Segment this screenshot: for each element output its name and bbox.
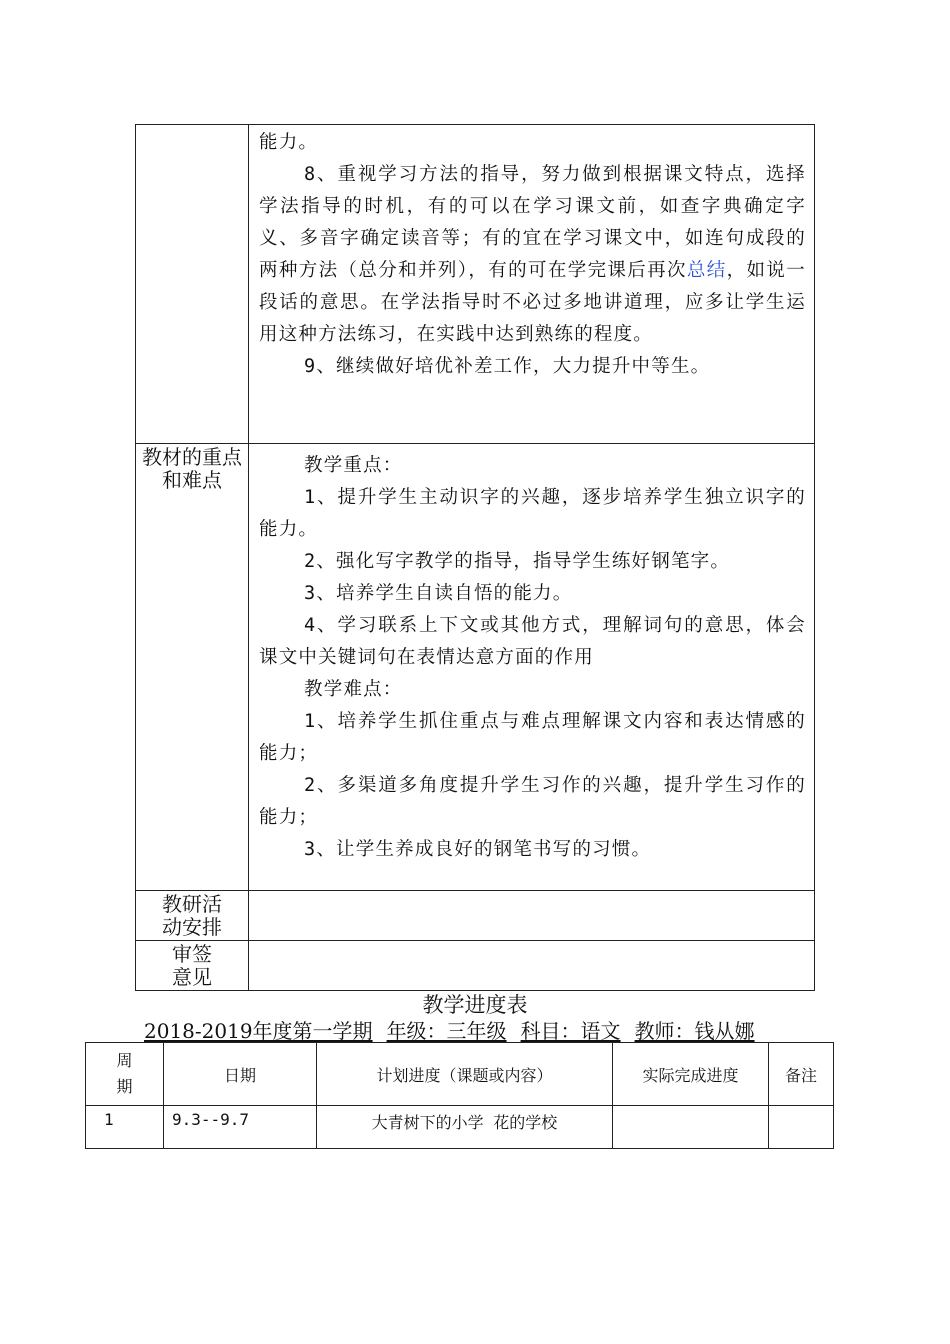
paragraph: 1、培养学生抓住重点与难点理解课文内容和表达情感的能力； (259, 711, 806, 764)
plan-row-methods-label (136, 125, 249, 444)
plan-row-research (136, 891, 815, 941)
grade-text: 年级：三年级 (386, 1019, 507, 1043)
paragraph: 教学重点： (304, 455, 403, 476)
cell-note[interactable] (769, 1106, 834, 1149)
paragraph: 3、让学生养成良好的钢笔书写的习惯。 (304, 839, 652, 860)
research-content[interactable] (249, 891, 815, 941)
paragraph: 2、多渠道多角度提升学生习作的兴趣，提升学生习作的能力； (259, 775, 806, 828)
header-actual: 实际完成进度 (613, 1043, 769, 1106)
teacher-text: 教师：钱从娜 (634, 1019, 755, 1043)
paragraph: 4、学习联系上下文或其他方式，理解词句的意思，体会课文中关键词句在表情达意方面的作用 (259, 615, 806, 668)
paragraph: 能力。 (259, 132, 319, 153)
schedule-header-row (86, 1043, 834, 1106)
plan-row-key-points (136, 444, 815, 891)
subject-text: 科目：语文 (520, 1019, 621, 1043)
cell-date: 9.3--9.7 (164, 1106, 317, 1149)
schedule-title: 教学进度表 (422, 993, 528, 1017)
research-label: 教研活动安排 (162, 892, 222, 939)
plan-row-review-label (136, 941, 249, 991)
review-label: 审签意见 (172, 942, 212, 989)
header-plan: 计划进度（课题或内容） (317, 1043, 613, 1106)
schedule-subtitle (144, 1018, 824, 1044)
paragraph: 1、提升学生主动识字的兴趣，逐步培养学生独立识字的能力。 (259, 487, 806, 540)
paragraph: 教学难点： (304, 679, 403, 700)
review-content[interactable] (249, 941, 815, 991)
key-points-label: 教材的重点和难点 (142, 445, 242, 492)
summary-link[interactable]: 总结 (686, 260, 727, 281)
plan-row-methods-content (249, 125, 815, 444)
cell-plan: 大青树下的小学 花的学校 (317, 1106, 613, 1149)
cell-actual[interactable] (613, 1106, 769, 1149)
plan-row-research-label (136, 891, 249, 941)
plan-row-key-points-label (136, 444, 249, 891)
header-date: 日期 (164, 1043, 317, 1106)
header-week: 周期 (86, 1043, 164, 1106)
schedule-table (85, 1042, 834, 1149)
paragraph: 9、继续做好培优补差工作，大力提升中等生。 (304, 356, 711, 377)
header-note: 备注 (769, 1043, 834, 1106)
plan-row-key-points-content (249, 444, 815, 891)
table-row (86, 1106, 834, 1149)
paragraph: 2、强化写字教学的指导，指导学生练好钢笔字。 (304, 551, 731, 572)
paragraph: 3、培养学生自读自悟的能力。 (304, 583, 573, 604)
paragraph: 8、重视学习方法的指导，努力做到根据课文特点，选择学法指导的时机，有的可以在学习课文前，如查字典确定字义、多音字确定读音等；有的宜在学习课文中，如连句成段的两种方法（总分和并列），有的可在学完课后再次总结，如说一段话的意思。在学法指导时不必过多地讲道理，应多让学生运用这种方法练习，在实践中达到熟练的程度。 (259, 164, 806, 345)
plan-table (135, 124, 815, 991)
plan-row-methods (136, 125, 815, 444)
plan-row-review (136, 941, 815, 991)
term-text: 2018-2019年度第一学期 (144, 1019, 373, 1043)
cell-week: 1 (86, 1106, 164, 1149)
